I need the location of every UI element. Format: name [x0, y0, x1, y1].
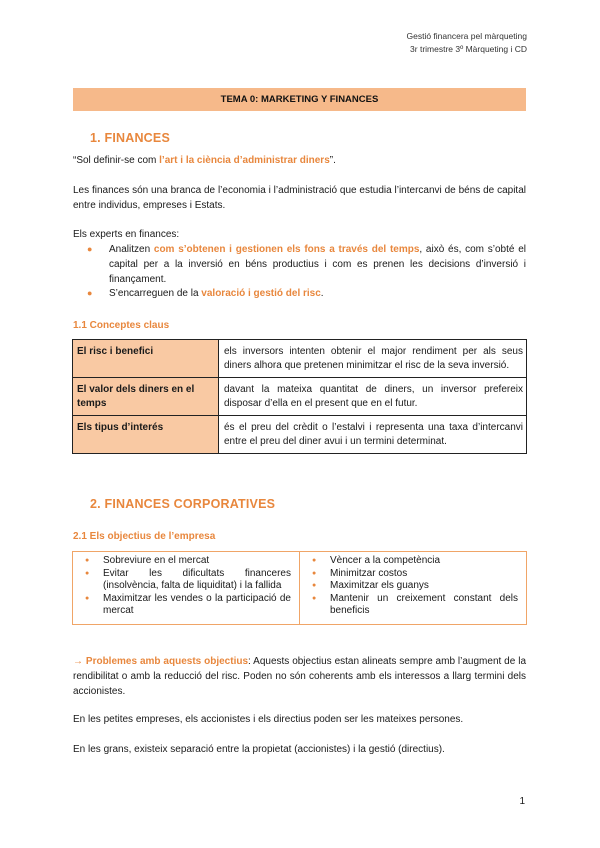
small-companies-paragraph: En les petites empreses, els accionistes i els directius poden ser les mateixes persones. [73, 714, 464, 725]
bullet-item: ● S’encarreguen de la valoració i gestió del risc. [87, 288, 324, 299]
concept-definition: els inversors intenten obtenir el major rendiment per als seus diners alhora que pretenen minimitzar el risc de la seva inversió. [219, 340, 527, 378]
problems-paragraph: → Problemes amb aquests objectius: Aquests objectius estan alineats sempre amb l’augment de la rendibilitat o amb la reducció del risc. Poden no són coherents amb els interessos a llarg termini dels accionistes. [73, 656, 526, 697]
table-row [73, 378, 527, 416]
topic-title-bar: TEMA 0: MARKETING Y FINANCES [73, 88, 526, 111]
definition-quote: “Sol definir-se com l’art i la ciència d’administrar diners”. [73, 155, 336, 166]
list-item: ● Maximitzar els guanys [308, 580, 518, 593]
concept-term: Els tipus d’interés [73, 416, 219, 454]
page-header [407, 30, 528, 55]
section-2-heading: 2. FINANCES CORPORATIVES [90, 497, 276, 511]
large-companies-paragraph: En les grans, existeix separació entre la propietat (accionistes) i la gestió (directius). [73, 744, 445, 755]
subsection-1-1-heading: 1.1 Conceptes claus [73, 320, 170, 331]
list-item: ● Maximitzar les vendes o la participació de mercat [81, 593, 291, 618]
list-item: ● Evitar les dificultats financeres (insolvència, falta de liquiditat) i la fallida [81, 568, 291, 593]
quote-highlight: l’art i la ciència d’administrar diners [159, 155, 330, 166]
subsection-2-1-heading: 2.1 Els objectius de l’empresa [73, 531, 216, 542]
objectives-left-column [73, 552, 300, 625]
list-item: ● Mantenir un creixement constant dels beneficis [308, 593, 518, 618]
concept-term: El risc i benefici [73, 340, 219, 378]
list-item: ● Vèncer a la competència [308, 555, 518, 568]
bullet-icon: ● [87, 288, 93, 298]
list-item: ● Minimitzar costos [308, 568, 518, 581]
table-row [73, 416, 527, 454]
key-concepts-table [72, 339, 527, 454]
objectives-right-column [300, 552, 527, 625]
objectives-table [72, 551, 527, 625]
problems-highlight: → Problemes amb aquests objectius [73, 656, 249, 667]
section-1-heading: 1. FINANCES [90, 131, 170, 145]
table-row [73, 340, 527, 378]
concept-definition: és el preu del crèdit o l’estalvi i representa una taxa d’intercanvi entre el preu del diner avui i un termini determinat. [219, 416, 527, 454]
header-term: 3r trimestre 3º Màrqueting i CD [410, 43, 527, 54]
bullet-icon: ● [87, 244, 93, 254]
header-course: Gestió financera pel màrqueting [406, 31, 527, 41]
bullet-item: ● Analitzen com s’obtenen i gestionen els fons a través del temps, això és, com s’obté el capital per a la inversió en béns productius i com es prenen les decisions d’inversió i finançament. [87, 244, 526, 285]
list-item: ● Sobreviure en el mercat [81, 555, 291, 568]
finances-paragraph: Les finances són una branca de l’economia i l’administració que estudia l’intercanvi de béns de capital entre individus, empreses i Estats. [73, 185, 526, 211]
concept-term: El valor dels diners en el temps [73, 378, 219, 416]
page-number: 1 [519, 796, 525, 807]
experts-intro: Els experts en finances: [73, 229, 180, 240]
concept-definition: davant la mateixa quantitat de diners, un inversor prefereix disposar d’ella en el present que en el futur. [219, 378, 527, 416]
